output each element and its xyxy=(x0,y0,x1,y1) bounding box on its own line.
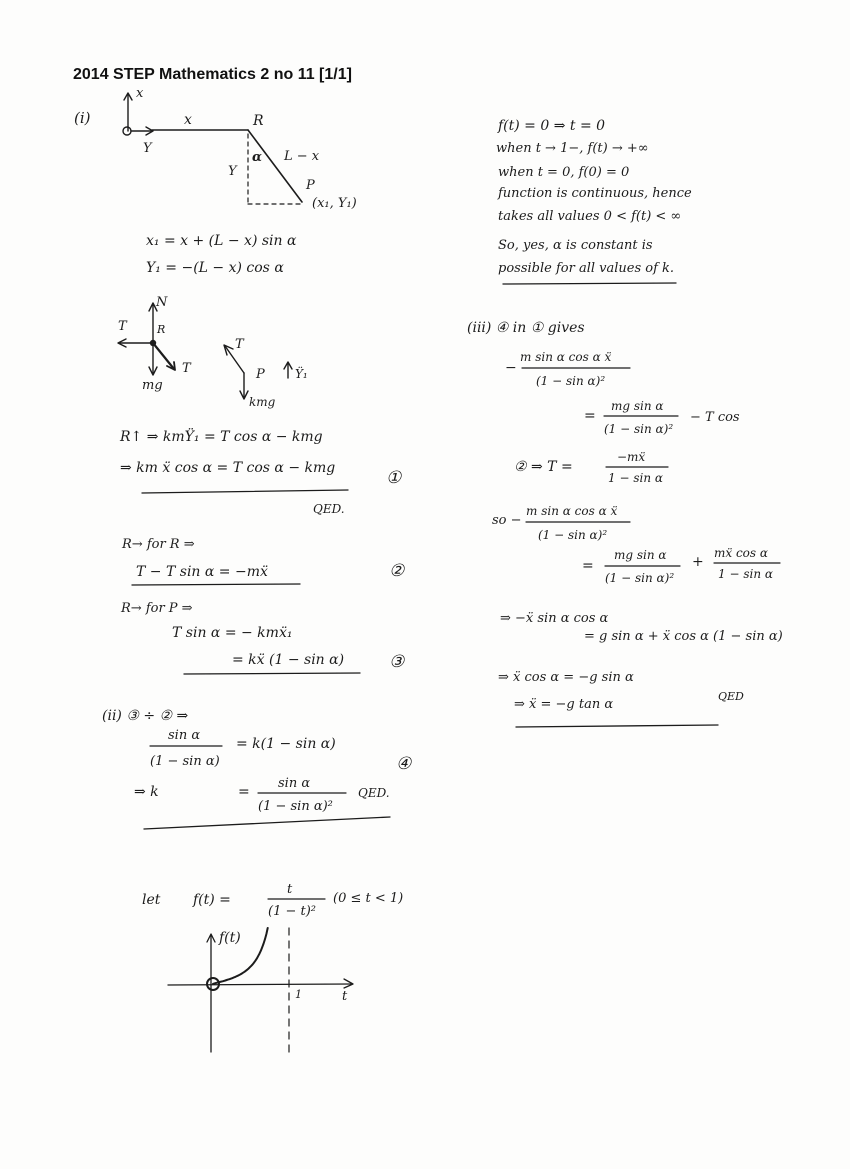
particle-R-label: R xyxy=(157,323,166,336)
x-length-label: x xyxy=(184,112,192,128)
tension-diagonal-label: T xyxy=(182,361,191,376)
origin-marker xyxy=(123,127,131,135)
right-line-7: possible for all values of k. xyxy=(498,261,675,276)
step-4: ⇒ ẍ = −g tan α xyxy=(514,697,614,712)
so-numerator-3: mẍ cos α xyxy=(714,546,768,560)
iii-T-numerator: −mẍ xyxy=(617,450,646,464)
equation-tag-3: ③ xyxy=(389,652,405,672)
weight-R-label: mg xyxy=(142,378,163,393)
iii-minus: − xyxy=(505,360,517,376)
resolve-vertical-1: R↑ ⇒ kmŸ₁ = T cos α − kmg xyxy=(120,429,323,445)
iii-numerator: m sin α cos α ẍ xyxy=(520,350,612,364)
underline-eq2 xyxy=(132,584,300,585)
l-minus-x-label: L − x xyxy=(284,149,320,164)
hanging-string xyxy=(248,130,302,202)
so-numerator: m sin α cos α ẍ xyxy=(526,504,618,518)
part-iii-heading: (iii) ④ in ① gives xyxy=(467,320,585,336)
normal-force-label: N xyxy=(156,295,168,310)
so-denominator-3: 1 − sin α xyxy=(718,567,773,581)
underline-eq3 xyxy=(184,673,360,674)
resolve-horizontal-R: R→ for R ⇒ xyxy=(122,537,195,552)
qed-2: QED. xyxy=(358,786,390,800)
iii-numerator-2: mg sin α xyxy=(611,399,664,413)
iii-T-denominator: 1 − sin α xyxy=(608,471,663,485)
so-equals: = xyxy=(582,558,594,574)
step-2: = g sin α + ẍ cos α (1 − sin α) xyxy=(584,629,783,644)
tension-left-label: T xyxy=(118,319,127,334)
horizontal-equation-P-2: = kẍ (1 − sin α) xyxy=(232,652,345,668)
so-numerator-2: mg sin α xyxy=(614,548,667,562)
horizontal-equation-P: T sin α = − kmẍ₁ xyxy=(172,625,293,641)
fraction1-denominator: (1 − sin α) xyxy=(150,754,220,769)
k-denominator: (1 − sin α)² xyxy=(258,799,333,814)
equation-Y1: Y₁ = −(L − x) cos α xyxy=(146,260,284,276)
right-line-2: when t → 1−, f(t) → +∞ xyxy=(496,141,649,156)
divider-1 xyxy=(142,490,348,493)
geometry-diagram xyxy=(123,86,357,211)
graph-ylabel: f(t) xyxy=(219,930,241,946)
force-diagram xyxy=(118,295,308,409)
fraction1-numerator: sin α xyxy=(168,728,201,743)
right-line-1: f(t) = 0 ⇒ t = 0 xyxy=(498,118,606,134)
point-P-label: P xyxy=(306,178,315,193)
step-3: ⇒ ẍ cos α = −g sin α xyxy=(498,670,634,685)
f-numerator: t xyxy=(287,882,293,897)
iii-equals: = xyxy=(584,408,596,424)
iii-denominator: (1 − sin α)² xyxy=(536,374,606,388)
particle-R-dot xyxy=(150,340,156,346)
graph-tick-1: 1 xyxy=(295,988,302,1001)
acceleration-label: Ÿ₁ xyxy=(295,367,308,381)
so-plus: + xyxy=(692,554,704,570)
part-ii-heading: (ii) ③ ÷ ② ⇒ xyxy=(102,708,189,724)
step-1: ⇒ −ẍ sin α cos α xyxy=(500,611,609,626)
divider-3 xyxy=(503,283,676,284)
f-denominator: (1 − t)² xyxy=(268,904,317,919)
iii-tail: − T cos xyxy=(690,410,740,425)
resolve-horizontal-P: R→ for P ⇒ xyxy=(121,601,193,616)
let-label: let xyxy=(142,892,161,908)
right-line-3: when t = 0, f(0) = 0 xyxy=(498,165,630,180)
graph-xlabel: t xyxy=(342,989,348,1004)
point-R-label: R xyxy=(253,113,264,129)
vertical-y-label: Y xyxy=(228,164,237,179)
tension-P-label: T xyxy=(235,337,244,352)
angle-alpha-label: α xyxy=(252,150,263,165)
fraction1-rhs: = k(1 − sin α) xyxy=(236,736,336,752)
graph-x-axis xyxy=(168,984,352,985)
resolve-vertical-2: ⇒ km ẍ cos α = T cos α − kmg xyxy=(120,460,336,476)
f-domain: (0 ≤ t < 1) xyxy=(333,891,404,906)
qed-1: QED. xyxy=(313,502,345,516)
divider-4 xyxy=(516,725,718,727)
y-axis-label: Y xyxy=(143,141,152,156)
page-title: 2014 STEP Mathematics 2 no 11 [1/1] xyxy=(73,66,352,83)
tension-diagonal-arrow xyxy=(153,343,174,369)
k-lhs: ⇒ k xyxy=(134,784,159,800)
equation-x1: x₁ = x + (L − x) sin α xyxy=(146,233,297,249)
so-denominator-2: (1 − sin α)² xyxy=(605,571,675,585)
iii-T-equation: ② ⇒ T = xyxy=(514,459,573,475)
coordinates-label: (x₁, Y₁) xyxy=(312,196,357,211)
equation-tag-2: ② xyxy=(389,561,405,581)
equation-tag-4: ④ xyxy=(396,754,412,774)
particle-P-label: P xyxy=(256,367,265,382)
so-denominator: (1 − sin α)² xyxy=(538,528,608,542)
k-numerator: sin α xyxy=(278,776,311,791)
equation-tag-1: ① xyxy=(386,468,402,488)
qed-3: QED xyxy=(718,690,744,703)
divider-2 xyxy=(144,817,390,829)
right-line-6: So, yes, α is constant is xyxy=(498,238,653,253)
right-line-5: takes all values 0 < f(t) < ∞ xyxy=(498,209,682,224)
weight-P-label: kmg xyxy=(249,395,276,409)
iii-denominator-2: (1 − sin α)² xyxy=(604,422,674,436)
f-definition-lhs: f(t) = xyxy=(193,892,231,908)
right-line-4: function is continuous, hence xyxy=(498,186,692,201)
k-equals: = xyxy=(238,784,250,800)
horizontal-equation-R: T − T sin α = −mẍ xyxy=(136,564,268,580)
x-axis-label: x xyxy=(136,86,144,101)
f-graph xyxy=(168,928,353,1052)
part-i-label: (i) xyxy=(74,109,91,127)
so-label: so − xyxy=(492,513,522,528)
